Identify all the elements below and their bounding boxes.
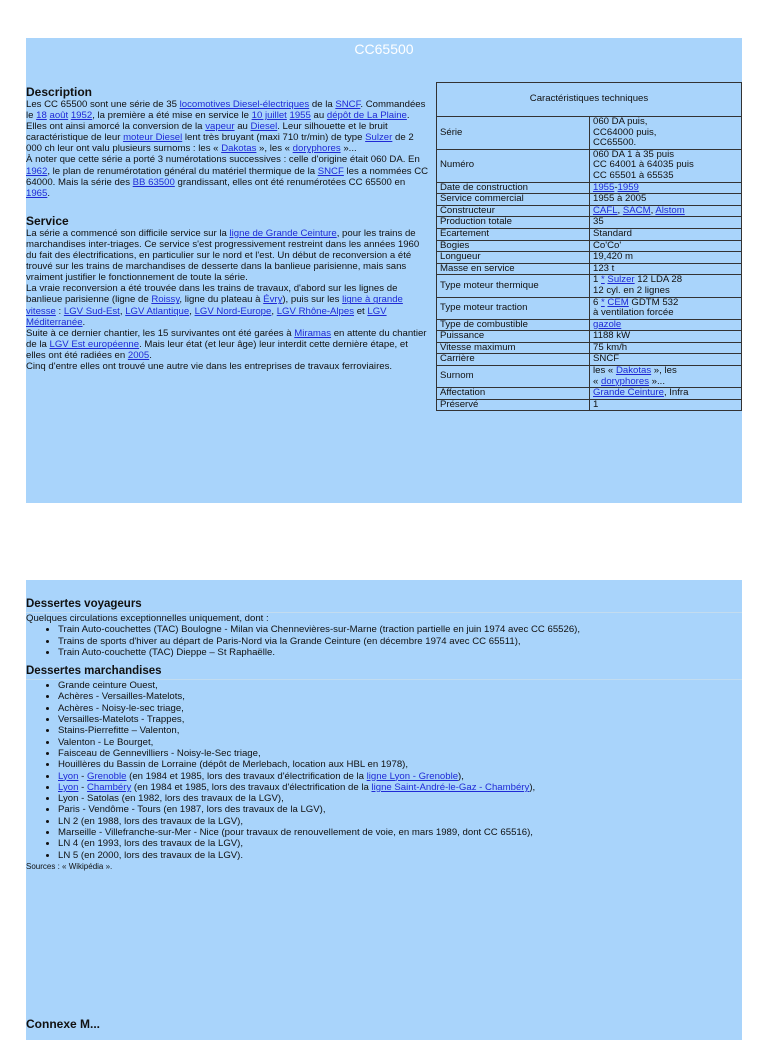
dessertes-marchandises-list (26, 680, 742, 861)
infobox-row-longueur: Longueur 19,420 m (437, 252, 742, 264)
list-item: • Lyon - Grenoble (en 1984 et 1985, lors des travaux d'électrification de la ligne Lyon - Grenoble), (58, 771, 742, 782)
link-grenoble[interactable]: Grenoble (86, 770, 127, 782)
link-miramas[interactable]: Miramas (294, 327, 332, 339)
link-lyon-2[interactable]: Lyon (58, 781, 79, 793)
link-roissy[interactable]: Roissy (151, 294, 180, 306)
link-sulzer-infobox[interactable]: Sulzer (607, 274, 635, 286)
list-item: • Houillères du Bassin de Lorraine (dépôt de Merlebach, location aux HBL en 1978), (58, 759, 742, 770)
link-aout[interactable]: août (49, 110, 69, 122)
link-locomotives[interactable]: locomotives Diesel-électriques (179, 99, 310, 110)
list-item: • Marseille - Villefranche-sur-Mer - Nice (pour travaux de renouvellement de voie, en mars 1989, dont CC 65516), (58, 827, 742, 838)
dessertes-marchandises-heading: Dessertes marchandises (26, 664, 742, 680)
infobox-row-carriere: Carrière SNCF (437, 354, 742, 366)
infobox-row-vitesse: Vitesse maximum 75 km/h (437, 342, 742, 354)
link-evry[interactable]: Évry (263, 294, 283, 306)
link-sulzer[interactable]: Sulzer (365, 132, 393, 144)
description-heading: Description (26, 85, 93, 99)
list-item: • Lyon - Chambéry (en 1984 et 1985, lors des travaux d'électrification de la ligne Saint-André-le-Gaz - Chambéry), (58, 782, 742, 793)
list-item: • Versailles-Matelots - Trappes, (58, 714, 742, 725)
infobox-row-affectation: Affectation Grande Ceinture, Infra (437, 388, 742, 400)
link-lgv-est[interactable]: LGV Est européenne (49, 338, 140, 350)
infobox-row-bogies: Bogies Co'Co' (437, 240, 742, 252)
dessertes-voyageurs-intro: Quelques circulations exceptionnelles uniquement, dont : (26, 613, 269, 624)
list-item: • Train Auto-couchettes (TAC) Boulogne - Milan via Chennevières-sur-Marne (traction partielle en juin 1974 avec CC 65526), (58, 624, 742, 635)
list-item: • Achères - Versailles-Matelots, (58, 691, 742, 702)
link-doryphores[interactable]: doryphores (292, 143, 341, 155)
link-10-juillet[interactable]: 10 juillet (251, 110, 287, 122)
link-asterisk-2[interactable]: * (601, 296, 605, 308)
link-1959[interactable]: 1959 (617, 181, 639, 193)
link-lgv-nord-europe[interactable]: LGV Nord-Europe (194, 305, 272, 317)
link-ligne-lyon-grenoble[interactable]: ligne Lyon - Grenoble (366, 770, 459, 782)
connexe-heading: Connexe M... (26, 1017, 101, 1031)
infobox-row-date: Date de construction 1955-1959 (437, 182, 742, 194)
service-paragraph-3: Suite à ce dernier chantier, les 15 survivantes ont été garées à Miramas en attente du chantier de la LGV Est européenne. Mais leur état (et leur âge) leur interdit cette dernière étape, et elles ont été radiées en 2005. (26, 327, 427, 361)
page-title: CC65500 (354, 41, 414, 57)
dessertes-body (26, 597, 742, 872)
article-body (26, 85, 430, 372)
infobox-row-masse: Masse en service 123 t (437, 263, 742, 275)
infobox-row-puissance: Puissance 1188 kW (437, 331, 742, 343)
list-item: • Stains-Pierrefitte – Valenton, (58, 725, 742, 736)
link-sncf[interactable]: SNCF (335, 99, 361, 110)
link-depot-la-plaine[interactable]: dépôt de La Plaine (326, 110, 407, 122)
link-moteur-diesel[interactable]: moteur Diesel (123, 132, 183, 144)
service-paragraph-4: Cinq d'entre elles ont trouvé une autre vie dans les entreprises de travaux ferroviaires. (26, 360, 393, 372)
link-dakotas-infobox[interactable]: Dakotas (615, 365, 652, 377)
infobox-row-serie: Série 060 DA puis, CC64000 puis, CC65500. (437, 117, 742, 150)
list-item: • LN 5 (en 2000, lors des travaux de la LGV). (58, 850, 742, 861)
link-asterisk-1[interactable]: * (601, 274, 605, 286)
link-bb-63500[interactable]: BB 63500 (132, 176, 175, 188)
link-alstom[interactable]: Alstom (655, 204, 685, 216)
dessertes-voyageurs-list (26, 624, 742, 658)
link-ligne-saint-andre-chambery[interactable]: ligne Saint-André-le-Gaz - Chambéry (371, 781, 530, 793)
link-lgv-sud-est[interactable]: LGV Sud-Est (63, 305, 120, 317)
list-item: • Lyon - Satolas (en 1982, lors des travaux de la LGV), (58, 793, 742, 804)
link-lgv[interactable]: ligne à grande vitesse (26, 294, 403, 317)
link-vapeur[interactable]: vapeur (205, 121, 235, 133)
link-lgv-atlantique[interactable]: LGV Atlantique (125, 305, 190, 317)
infobox-row-combustible: Type de combustible gazole (437, 319, 742, 331)
description-paragraph-1: Les CC 65500 sont une série de 35 locomotives Diesel-électriques de la SNCF. Commandées le 18 août 1952, la première a été mise en service le 10 juillet 1955 au dépôt de La Plaine. Elles ont ainsi amorcé la conversion de la vapeur au Diesel. Leur silhouette et le bruit caractéristique de leur moteur Diesel lent très bruyant (maxi 710 tr/min) de type Sulzer de 2 000 ch leur ont valu plusieurs surnoms : les « Dakotas », les « doryphores »... (26, 99, 426, 155)
link-lgv-rhone-alpes[interactable]: LGV Rhône-Alpes (276, 305, 355, 317)
link-chambery[interactable]: Chambéry (86, 781, 132, 793)
link-cem[interactable]: CEM (607, 296, 629, 308)
infobox-row-production: Production totale 35 (437, 217, 742, 229)
list-item: • Faisceau de Gennevilliers - Noisy-le-Sec triage, (58, 748, 742, 759)
service-heading: Service (26, 213, 69, 228)
main-panel (26, 38, 742, 503)
infobox-row-surnom: Surnom les « Dakotas », les « doryphores »... (437, 366, 742, 388)
infobox-table (436, 82, 742, 411)
link-gazole[interactable]: gazole (593, 318, 622, 330)
link-grande-ceinture[interactable]: ligne de Grande Ceinture (229, 227, 337, 239)
list-item: • Trains de sports d'hiver au départ de Paris-Nord via la Grande Ceinture (en décembre 1974 avec CC 65511), (58, 636, 742, 647)
link-1962[interactable]: 1962 (26, 165, 48, 177)
link-lgv-mediterranee[interactable]: LGV Méditerranée (26, 305, 387, 328)
link-1952[interactable]: 1952 (70, 110, 93, 122)
link-1955[interactable]: 1955 (289, 110, 311, 122)
infobox-row-ecartement: Ecartement Standard (437, 228, 742, 240)
service-paragraph-2: La vraie reconversion a été trouvée dans les trains de travaux, d'abord sur les lignes de banlieue parisienne (ligne de Roissy, ligne du plateau à Évry), puis sur les ligne à grande vitesse : LGV Sud-Est, LGV Atlantique, LGV Nord-Europe, LGV Rhône-Alpes et LGV Méditerranée. (26, 283, 403, 328)
link-18[interactable]: 18 (36, 110, 47, 122)
infobox-row-moteur-thermique: Type moteur thermique 1 * Sulzer 12 LDA 28 12 cyl. en 2 lignes (437, 275, 742, 297)
list-item: • Achères - Noisy-le-sec triage, (58, 703, 742, 714)
infobox-row-numero: Numéro 060 DA 1 à 35 puis CC 64001 à 64035 puis CC 65501 à 65535 (437, 149, 742, 182)
list-item: • Paris - Vendôme - Tours (en 1987, lors des travaux de la LGV), (58, 804, 742, 815)
dessertes-panel (26, 580, 742, 1040)
list-item: • LN 4 (en 1993, lors des travaux de la LGV), (58, 838, 742, 849)
dessertes-voyageurs-heading: Dessertes voyageurs (26, 597, 742, 613)
sources-note: Sources : « Wikipédia ». (26, 861, 113, 871)
link-cafl[interactable]: CAFL (593, 204, 618, 216)
link-sncf-2[interactable]: SNCF (317, 165, 344, 177)
link-lyon[interactable]: Lyon (58, 770, 79, 782)
link-sacm[interactable]: SACM (622, 204, 651, 216)
infobox-heading: Caractéristiques techniques (437, 83, 742, 117)
service-paragraph-1: La série a commencé son difficile service sur la ligne de Grande Ceinture, pour les trains de marchandises inter-triages. Ce service s'est progressivement restreint dans les années 1960 du fait des électrifications, en particulier sur le nord et l'est. Un début de reconversion a été trouvé sur les trains de marchandises de desserte dans la banlieue parisienne, mais sans vraiment justifier le fonctionnement de toute la série. (26, 227, 420, 284)
list-item: • Train Auto-couchette (TAC) Dieppe – St Raphaëlle. (58, 647, 742, 658)
infobox-row-constructeur: Constructeur CAFL, SACM, Alstom (437, 205, 742, 217)
link-dakotas[interactable]: Dakotas (221, 143, 257, 155)
list-item: • Grande ceinture Ouest, (58, 680, 742, 691)
link-2005[interactable]: 2005 (127, 349, 150, 361)
link-1955-infobox[interactable]: 1955 (593, 181, 615, 193)
description-paragraph-2: À noter que cette série a porté 3 numérotations successives : celle d'origine était 060 DA. En 1962, le plan de renumérotation général du matériel thermique de la SNCF les a nommées CC 64000. Mais la série des BB 63500 grandissant, elles ont été renumérotées CC 65500 en 1965. (26, 154, 429, 199)
link-diesel[interactable]: Diesel (250, 121, 278, 133)
infobox-row-moteur-traction: Type moteur traction 6 * CEM GDTM 532 à ventilation forcée (437, 297, 742, 319)
list-item: • Valenton - Le Bourget, (58, 737, 742, 748)
link-grande-ceinture-infobox[interactable]: Grande Ceinture (593, 387, 664, 399)
link-doryphores-infobox[interactable]: doryphores (601, 375, 650, 387)
infobox-row-preserve: Préservé 1 (437, 399, 742, 411)
infobox-row-service: Service commercial 1955 à 2005 (437, 194, 742, 206)
list-item: • LN 2 (en 1988, lors des travaux de la LGV), (58, 816, 742, 827)
link-1965[interactable]: 1965 (26, 187, 48, 199)
